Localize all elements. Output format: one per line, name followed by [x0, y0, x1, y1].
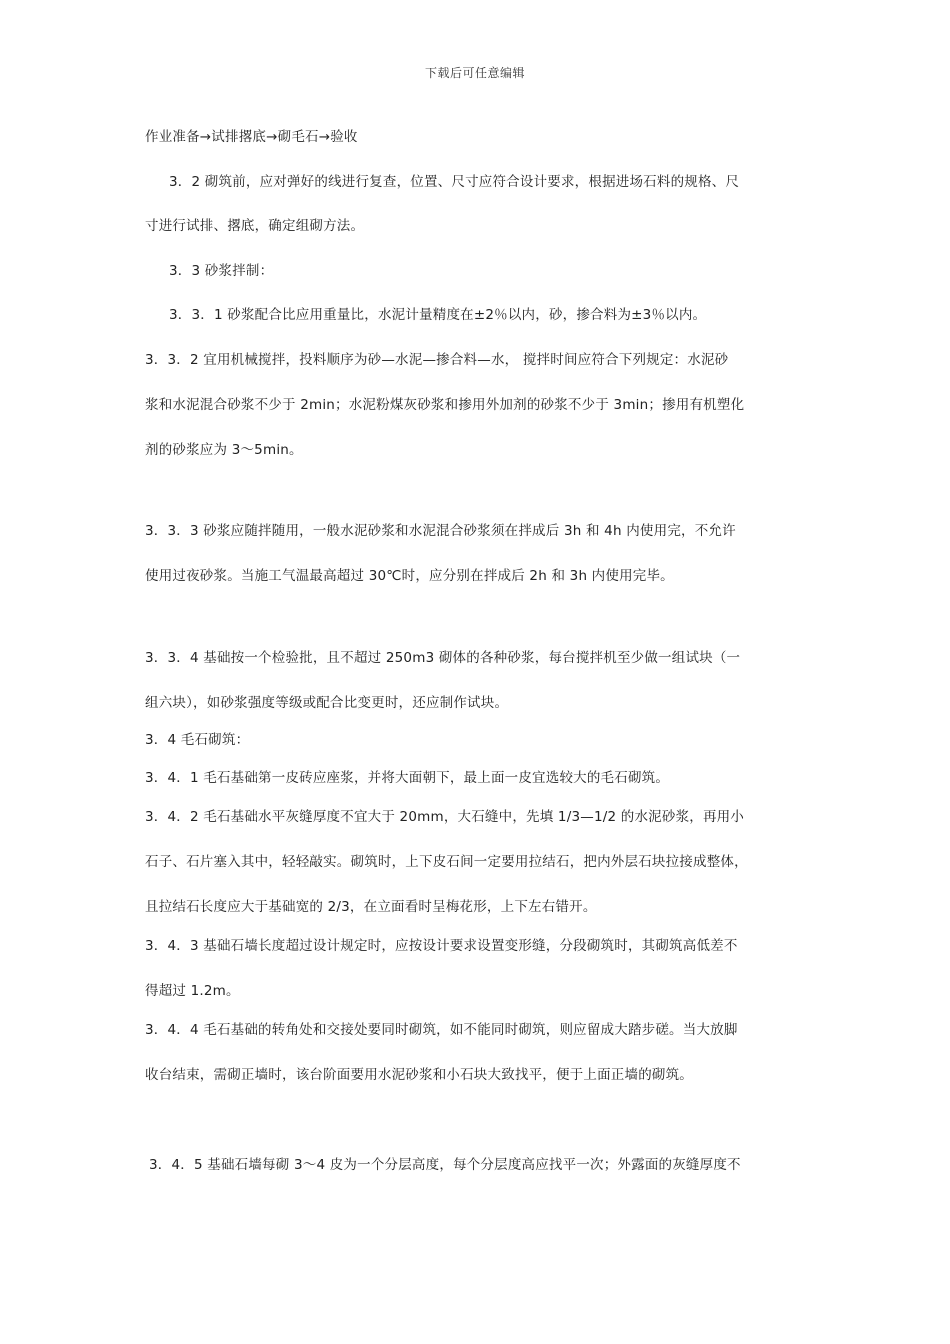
- paragraph-line: 3．4．1 毛石基础第一皮砖应座浆，并将大面朝下，最上面一皮宜选较大的毛石砌筑。: [145, 770, 670, 786]
- paragraph-line: 3．3 砂浆拌制：: [169, 263, 274, 279]
- paragraph-line: 3．4 毛石砌筑：: [145, 732, 250, 748]
- paragraph-line: 且拉结石长度应大于基础宽的 2/3，在立面看时呈梅花形，上下左右错开。: [145, 899, 597, 915]
- paragraph-line: 3．3．1 砂浆配合比应用重量比，水泥计量精度在±2％以内，砂，掺合料为±3％以内。: [169, 307, 707, 323]
- paragraph-line: 3．3．4 基础按一个检验批，且不超过 250m3 砌体的各种砂浆，每台搅拌机至少做一组试块（一: [145, 650, 741, 666]
- paragraph-line: 组六块），如砂浆强度等级或配合比变更时，还应制作试块。: [145, 695, 509, 711]
- paragraph-line: 3．3．2 宜用机械搅拌，投料顺序为砂—水泥—掺合料—水， 搅拌时间应符合下列规定：水泥砂: [145, 352, 729, 368]
- paragraph-line: 石子、石片塞入其中，轻轻敲实。砌筑时，上下皮石间一定要用拉结石，把内外层石块拉接成整体，: [145, 854, 748, 870]
- paragraph-line: 3．4．5 基础石墙每砌 3～4 皮为一个分层高度，每个分层度高应找平一次；外露面的灰缝厚度不: [149, 1157, 741, 1173]
- paragraph-line: 收台结束，需砌正墙时，该台阶面要用水泥砂浆和小石块大致找平，便于上面正墙的砌筑。: [145, 1067, 693, 1083]
- paragraph-line: 得超过 1.2m。: [145, 983, 240, 999]
- paragraph-line: 3．4．2 毛石基础水平灰缝厚度不宜大于 20mm，大石缝中，先填 1/3—1/2 的水泥砂浆，再用小: [145, 809, 745, 825]
- paragraph-line: 3．3．3 砂浆应随拌随用，一般水泥砂浆和水泥混合砂浆须在拌成后 3h 和 4h 内使用完，不允许: [145, 523, 736, 539]
- paragraph-line: 3．2 砌筑前，应对弹好的线进行复查，位置、尺寸应符合设计要求，根据进场石料的规格、尺: [169, 174, 740, 190]
- paragraph-line: 3．4．4 毛石基础的转角处和交接处要同时砌筑，如不能同时砌筑，则应留成大踏步磋。当大放脚: [145, 1022, 738, 1038]
- paragraph-line: 使用过夜砂浆。当施工气温最高超过 30℃时，应分别在拌成后 2h 和 3h 内使用完毕。: [145, 568, 674, 584]
- paragraph-line: 浆和水泥混合砂浆不少于 2min；水泥粉煤灰砂浆和掺用外加剂的砂浆不少于 3min；掺用有机塑化: [145, 397, 745, 413]
- page-header: 下载后可任意编辑: [424, 66, 525, 80]
- paragraph-line: 3．4．3 基础石墙长度超过设计规定时，应按设计要求设置变形缝，分段砌筑时，其砌筑高低差不: [145, 938, 738, 954]
- paragraph-line: 作业准备→试排撂底→砌毛石→验收: [145, 129, 358, 145]
- paragraph-line: 寸进行试排、撂底，确定组砌方法。: [145, 218, 365, 234]
- paragraph-line: 剂的砂浆应为 3～5min。: [145, 442, 303, 458]
